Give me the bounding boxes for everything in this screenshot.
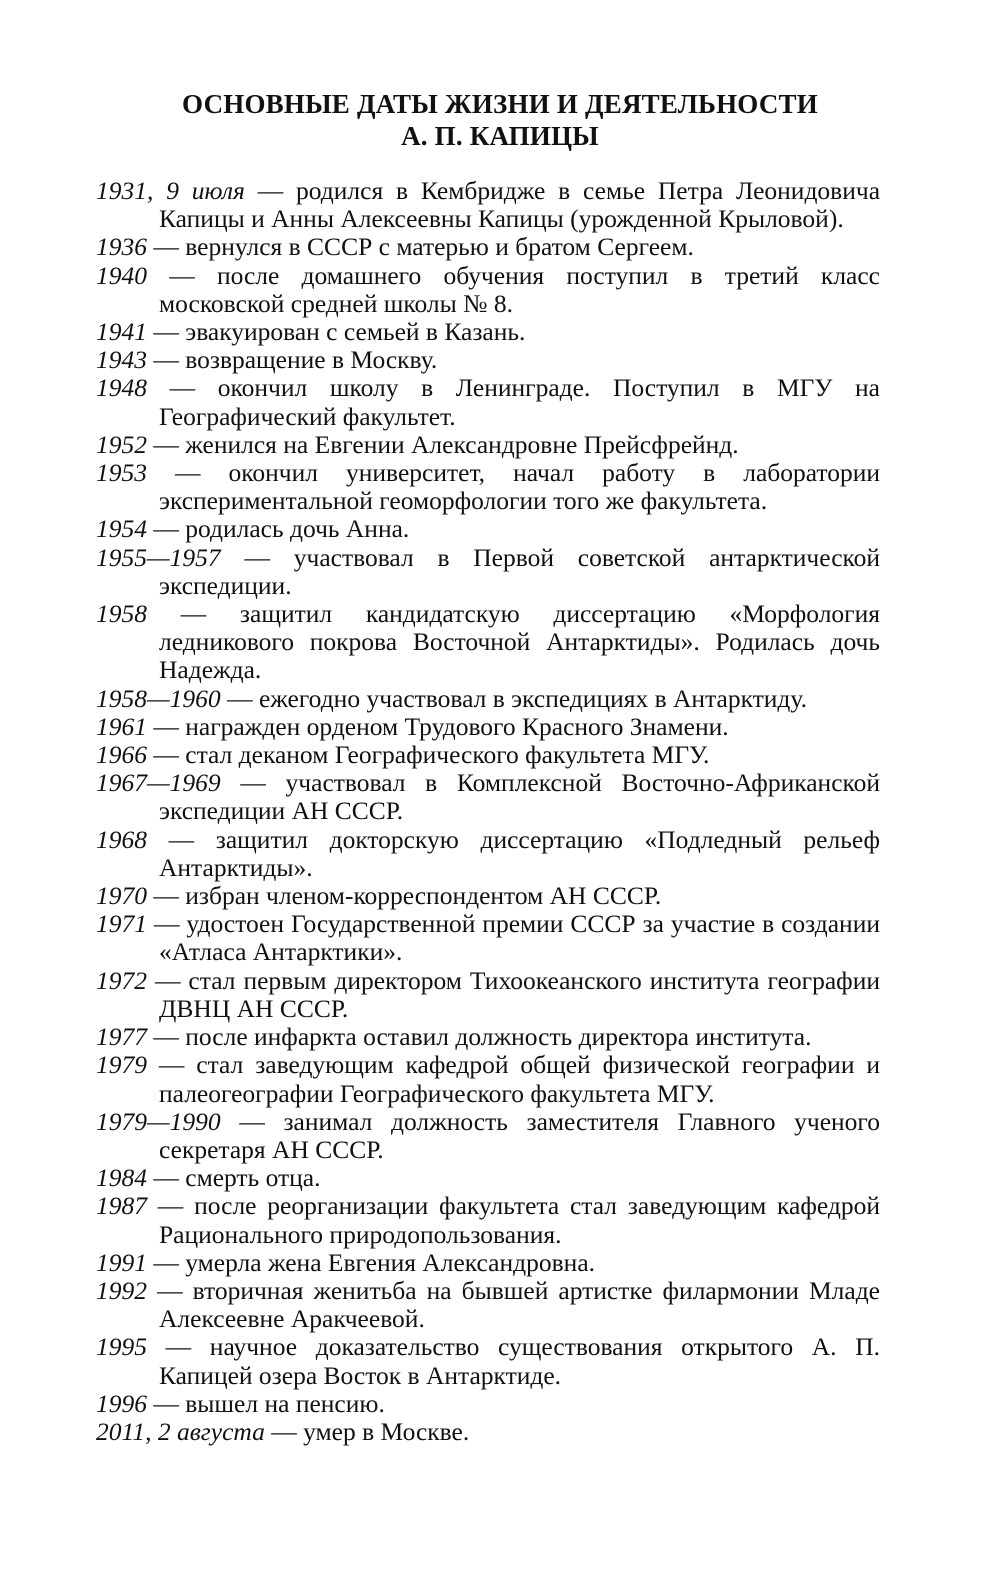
- entry-date: 1936: [96, 232, 147, 262]
- entry-text: — смерть отца.: [153, 1163, 321, 1193]
- entry-date: 1991: [96, 1247, 147, 1277]
- chronology-entry: [96, 1277, 880, 1333]
- chronology-entry: [96, 1051, 880, 1107]
- entry-date: 1948: [96, 373, 147, 403]
- entry-text: — возвращение в Москву.: [153, 345, 438, 375]
- page-title: [0, 88, 1000, 152]
- entry-date: 1941: [96, 317, 147, 347]
- chronology-entry: [96, 1108, 880, 1164]
- chronology-entry: [96, 685, 880, 713]
- entry-text: — после инфаркта оставил должность директора института.: [153, 1022, 812, 1052]
- entry-date: 1967—1969: [96, 768, 221, 798]
- entry-date: 1992: [96, 1275, 147, 1305]
- entry-date: 1940: [96, 260, 147, 290]
- chronology-entry: [96, 262, 880, 318]
- entry-text: — после домашнего обучения поступил в третий класс московской средней школы № 8.: [159, 260, 880, 318]
- chronology-entry: [96, 769, 880, 825]
- entry-text: — окончил университет, начал работу в лаборатории экспериментальной геоморфологии того же факультета.: [159, 458, 880, 516]
- entry-date: 1972: [96, 965, 147, 995]
- entry-text: — окончил школу в Ленинграде. Поступил в МГУ на Географический факультет.: [159, 373, 881, 431]
- chronology-list: [96, 177, 880, 1446]
- entry-date: 1995: [96, 1332, 147, 1362]
- entry-text: — родился в Кембридже в семье Петра Леонидовича Капицы и Анны Алексеевны Капицы (урожденной Крыловой).: [159, 176, 881, 234]
- chronology-entry: [96, 431, 880, 459]
- entry-date: 1968: [96, 824, 147, 854]
- entry-text: — стал первым директором Тихоокеанского института географии ДВНЦ АН СССР.: [154, 965, 880, 1023]
- entry-text: — родилась дочь Анна.: [153, 514, 410, 544]
- entry-text: — после реорганизации факультета стал заведующим кафедрой Рационального природопользования.: [157, 1191, 880, 1249]
- chronology-entry: [96, 515, 880, 543]
- entry-text: — стал заведующим кафедрой общей физической географии и палеогеографии Географического факультета МГУ.: [158, 1050, 880, 1108]
- chronology-entry: [96, 1249, 880, 1277]
- entry-text: — занимал должность заместителя Главного ученого секретаря АН СССР.: [159, 1106, 881, 1164]
- entry-date: 1979: [96, 1050, 147, 1080]
- entry-date: 2011, 2 августа: [96, 1416, 265, 1446]
- entry-date: 1979—1990: [96, 1106, 221, 1136]
- chronology-entry: [96, 374, 880, 430]
- chronology-entry: [96, 1390, 880, 1418]
- entry-date: 1958: [96, 599, 147, 629]
- chronology-entry: [96, 459, 880, 515]
- chronology-entry: [96, 318, 880, 346]
- chronology-entry: [96, 1192, 880, 1248]
- entry-text: — защитил докторскую диссертацию «Подледный рельеф Антарктиды».: [159, 824, 880, 882]
- chronology-entry: [96, 882, 880, 910]
- chronology-entry: [96, 346, 880, 374]
- chronology-entry: [96, 544, 880, 600]
- chronology-entry: [96, 967, 880, 1023]
- entry-text: — участвовал в Первой советской антарктической экспедиции.: [159, 542, 881, 600]
- chronology-entry: [96, 1164, 880, 1192]
- entry-date: 1952: [96, 429, 147, 459]
- chronology-entry: [96, 177, 880, 233]
- title-line-1: ОСНОВНЫЕ ДАТЫ ЖИЗНИ И ДЕЯТЕЛЬНОСТИ: [182, 89, 818, 119]
- entry-date: 1955—1957: [96, 542, 221, 572]
- entry-date: 1943: [96, 345, 147, 375]
- entry-date: 1970: [96, 881, 147, 911]
- title-line-2: А. П. КАПИЦЫ: [401, 121, 599, 151]
- entry-text: — умерла жена Евгения Александровна.: [153, 1247, 596, 1277]
- entry-text: — умер в Москве.: [271, 1416, 470, 1446]
- entry-text: — научное доказательство существования открытого А. П. Капицей озера Восток в Антарктиде.: [159, 1332, 880, 1390]
- entry-date: 1953: [96, 458, 147, 488]
- entry-text: — защитил кандидатскую диссертацию «Морфология ледникового покрова Восточной Антарктиды». Родилась дочь Надежда.: [159, 599, 881, 685]
- entry-date: 1996: [96, 1388, 147, 1418]
- entry-date: 1977: [96, 1022, 147, 1052]
- chronology-entry: [96, 741, 880, 769]
- entry-date: 1971: [96, 909, 147, 939]
- entry-text: — вышел на пенсию.: [153, 1388, 385, 1418]
- entry-text: — ежегодно участвовал в экспедициях в Антарктиду.: [227, 683, 807, 713]
- chronology-entry: [96, 600, 880, 685]
- chronology-entry: [96, 233, 880, 261]
- entry-text: — награжден орденом Трудового Красного Знамени.: [153, 711, 729, 741]
- entry-date: 1958—1960: [96, 683, 221, 713]
- entry-text: — вернулся в СССР с матерью и братом Сергеем.: [153, 232, 694, 262]
- entry-text: — участвовал в Комплексной Восточно-Африканской экспедиции АН СССР.: [159, 768, 881, 826]
- entry-date: 1954: [96, 514, 147, 544]
- entry-date: 1966: [96, 740, 147, 770]
- chronology-entry: [96, 1023, 880, 1051]
- entry-text: — женился на Евгении Александровне Прейсфрейнд.: [153, 429, 739, 459]
- entry-text: — удостоен Государственной премии СССР за участие в создании «Атласа Антарктики».: [153, 909, 880, 967]
- chronology-entry: [96, 826, 880, 882]
- entry-date: 1961: [96, 711, 147, 741]
- chronology-entry: [96, 1333, 880, 1389]
- entry-date: 1987: [96, 1191, 147, 1221]
- entry-text: — стал деканом Географического факультета МГУ.: [153, 740, 710, 770]
- chronology-entry: [96, 910, 880, 966]
- chronology-entry: [96, 1418, 880, 1446]
- entry-text: — избран членом-корреспондентом АН СССР.: [153, 881, 662, 911]
- entry-date: 1984: [96, 1163, 147, 1193]
- entry-text: — эвакуирован с семьей в Казань.: [153, 317, 526, 347]
- chronology-entry: [96, 713, 880, 741]
- entry-text: — вторичная женитьба на бывшей артистке филармонии Младе Алексеевне Аракчеевой.: [157, 1275, 880, 1334]
- entry-date: 1931, 9 июля: [96, 176, 245, 205]
